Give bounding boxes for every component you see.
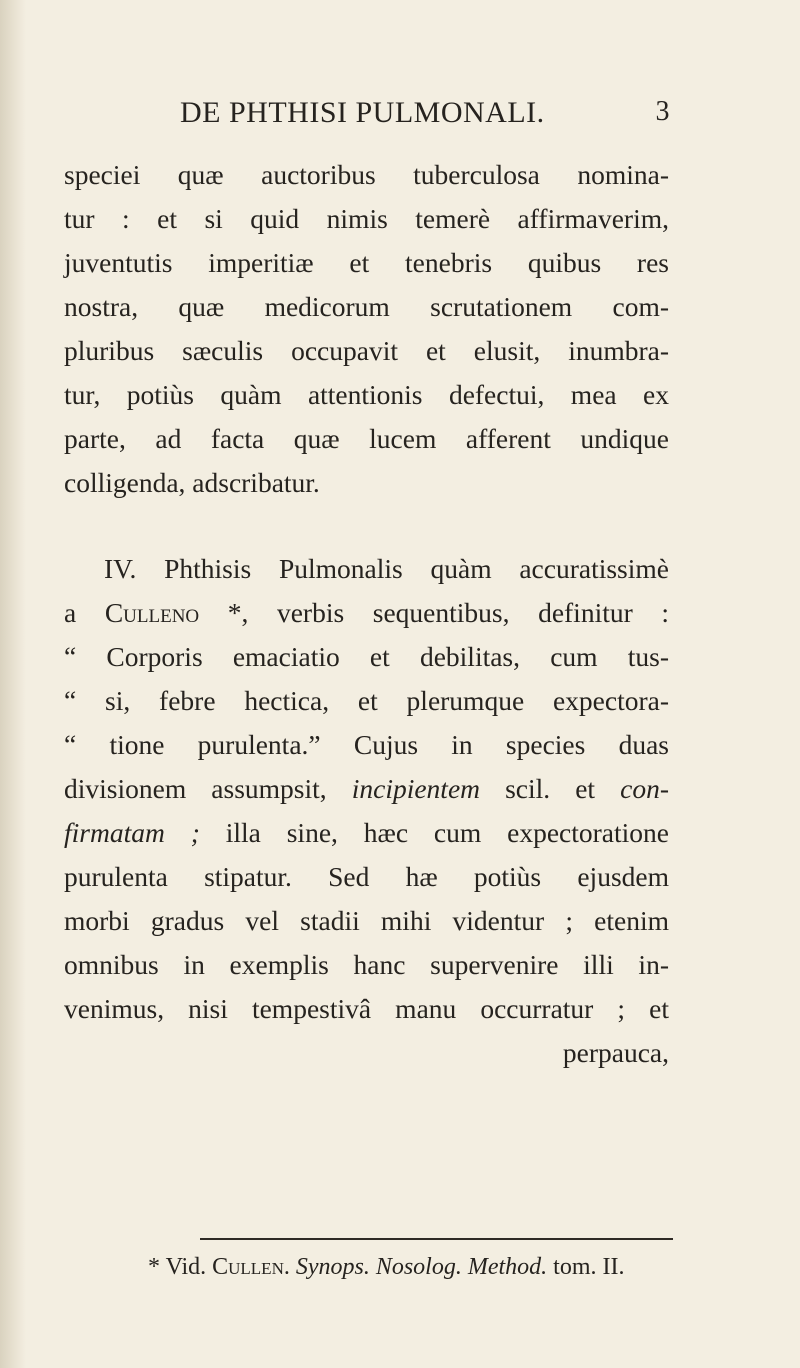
running-title: DE PHTHISI PULMONALI. (180, 96, 545, 129)
text-line (64, 593, 669, 633)
text-line: tur, potiùs quàm attentionis defectui, mea ex (64, 379, 669, 410)
footnote-vid: Vid. (160, 1254, 213, 1280)
text-line: colligenda, adscribatur. (64, 467, 320, 498)
text-line (64, 813, 669, 853)
page-number: 3 (655, 96, 670, 127)
page-edge-shadow (0, 0, 26, 1368)
text-line: “ si, febre hectica, et plerumque expectora- (64, 685, 669, 716)
text-line: parte, ad facta quæ lucem afferent undique (64, 423, 669, 454)
text-line: “ tione purulenta.” Cujus in species duas (64, 729, 669, 760)
text-line: “ Corporis emaciatio et debilitas, cum tus- (64, 641, 669, 672)
text-line: nostra, quæ medicorum scrutationem com- (64, 291, 669, 322)
text-line: omnibus in exemplis hanc supervenire illi in- (64, 949, 669, 980)
footnote-marker: * (148, 1254, 160, 1280)
text-span: divisionem assumpsit, (64, 773, 352, 804)
text-span: scil. et (480, 773, 621, 804)
text-line: IV. Phthisis Pulmonalis quàm accuratissimè (104, 553, 669, 584)
author-name: Culleno (104, 597, 200, 628)
footnote-rule (200, 1238, 673, 1240)
text-line: speciei quæ auctoribus tuberculosa nomina- (64, 159, 669, 190)
italic-term: incipientem (351, 773, 481, 804)
text-span: a (64, 597, 105, 628)
footnote (148, 1250, 688, 1284)
catchword: perpauca, (562, 1037, 669, 1068)
running-header (180, 92, 670, 136)
italic-term: con- (620, 773, 669, 804)
text-span: illa sine, hæc cum expectoratione (199, 817, 670, 848)
footnote-volume: tom. II. (547, 1254, 625, 1280)
text-line (64, 769, 669, 809)
italic-term: firmatam ; (64, 817, 200, 848)
text-line: pluribus sæculis occupavit et elusit, inumbra- (64, 335, 669, 366)
text-line: venimus, nisi tempestivâ manu occurratur ; et (64, 993, 669, 1024)
text-line: morbi gradus vel stadii mihi videntur ; etenim (64, 905, 669, 936)
text-line: purulenta stipatur. Sed hæ potiùs ejusdem (64, 861, 669, 892)
footnote-work: Synops. Nosolog. Method. (289, 1254, 548, 1280)
footnote-author: Cullen. (212, 1254, 290, 1280)
text-line: juventutis imperitiæ et tenebris quibus res (64, 247, 669, 278)
text-line: tur : et si quid nimis temerè affirmaverim, (64, 203, 669, 234)
text-span: *, verbis sequentibus, definitur : (199, 597, 669, 628)
